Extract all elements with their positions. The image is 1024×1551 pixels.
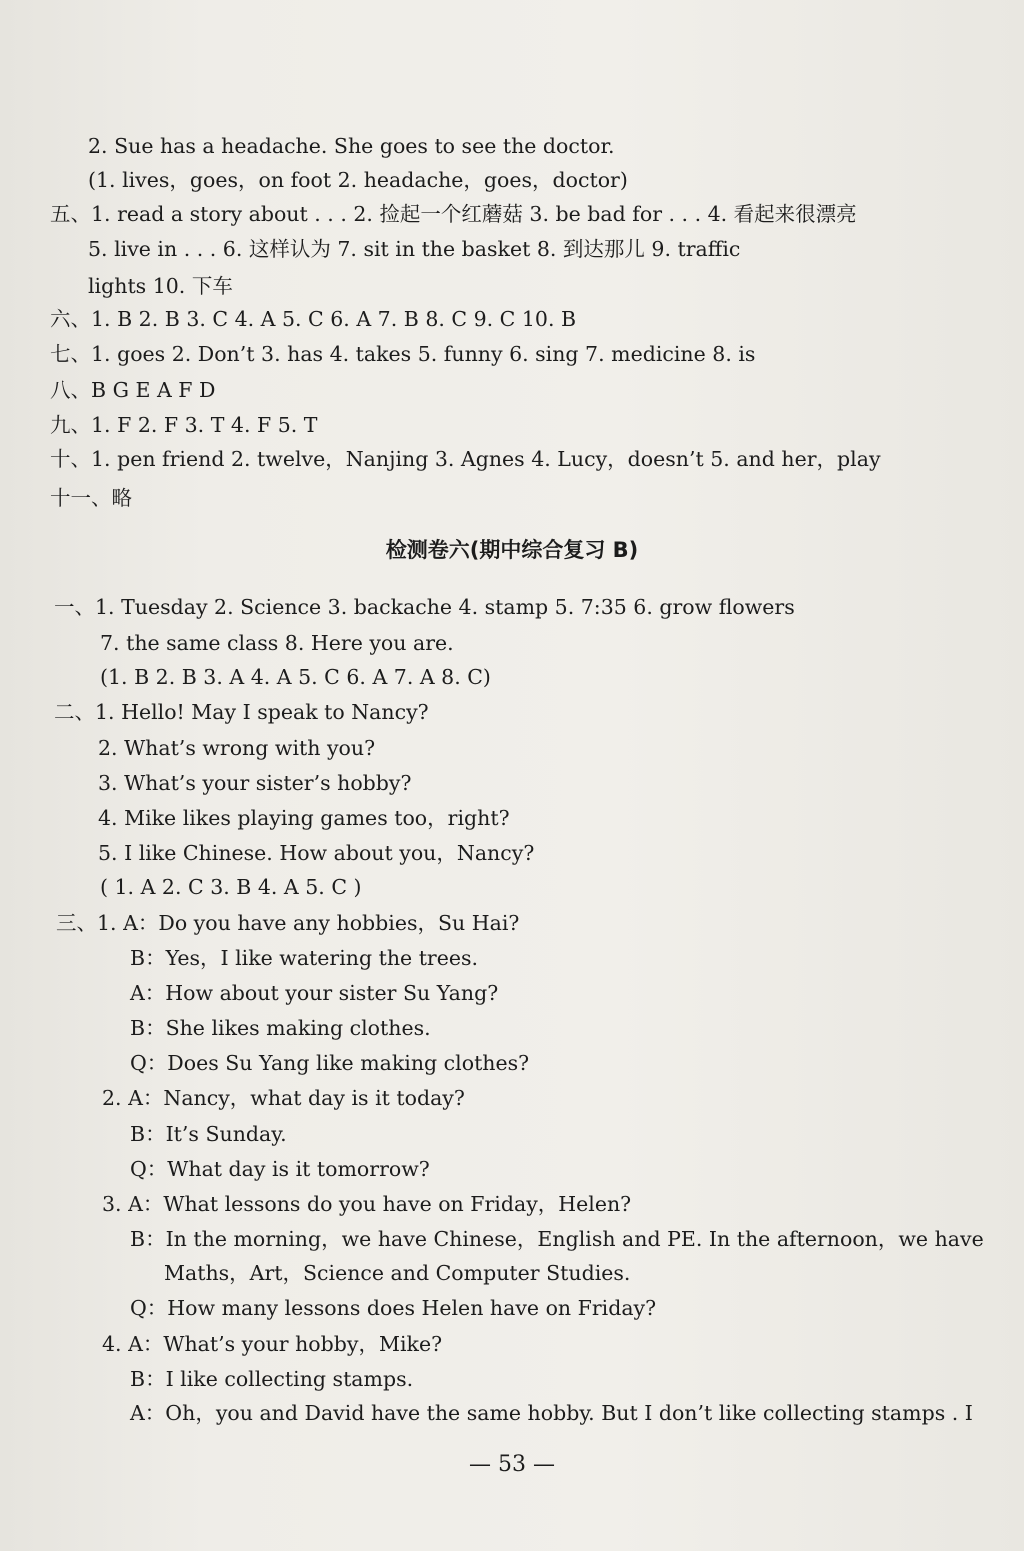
text-line: A：Oh，you and David have the same hobby. But I don’t like collecting stamps . I [130,1401,973,1425]
text-line: ( 1. A 2. C 3. B 4. A 5. C ) [100,875,362,899]
text-line: 4. Mike likes playing games too，right? [98,806,510,830]
text-line: Q：Does Su Yang like making clothes? [130,1051,530,1075]
text-line: Q：What day is it tomorrow? [130,1157,430,1181]
text-line: 九、1. F 2. F 3. T 4. F 5. T [50,413,318,437]
text-line: 十、1. pen friend 2. twelve，Nanjing 3. Agnes 4. Lucy，doesn’t 5. and her，play [50,447,881,471]
text-line: 3. A：What lessons do you have on Friday，Helen? [102,1192,632,1216]
section-title: 检测卷六(期中综合复习 B) [385,538,639,562]
text-line: B：In the morning，we have Chinese，English and PE. In the afternoon，we have [130,1227,984,1251]
text-line: 二、1. Hello! May I speak to Nancy? [54,700,429,724]
text-line: 八、B G E A F D [50,378,216,402]
text-line: 十一、略 [50,486,132,510]
text-line: 5. I like Chinese. How about you，Nancy? [98,841,535,865]
text-line: 7. the same class 8. Here you are. [100,631,454,655]
text-line: (1. lives，goes，on foot 2. headache，goes，doctor) [88,168,628,192]
text-line: A：How about your sister Su Yang? [130,981,499,1005]
text-line: Maths，Art，Science and Computer Studies. [164,1261,631,1285]
text-line: 五、1. read a story about . . . 2. 捡起一个红蘑菇 3. be bad for . . . 4. 看起来很漂亮 [50,202,857,226]
text-line: 2. Sue has a headache. She goes to see the doctor. [88,134,615,158]
text-line: B：I like collecting stamps. [130,1367,414,1391]
text-line: B：She likes making clothes. [130,1016,431,1040]
text-line: (1. B 2. B 3. A 4. A 5. C 6. A 7. A 8. C) [100,665,491,689]
text-line: 2. What’s wrong with you? [98,736,376,760]
text-line: B：It’s Sunday. [130,1122,287,1146]
text-line: 一、1. Tuesday 2. Science 3. backache 4. stamp 5. 7:35 6. grow flowers [54,595,795,619]
text-line: lights 10. 下车 [88,274,233,298]
text-line: 3. What’s your sister’s hobby? [98,771,412,795]
text-line: Q：How many lessons does Helen have on Friday? [130,1296,657,1320]
text-line: 七、1. goes 2. Don’t 3. has 4. takes 5. funny 6. sing 7. medicine 8. is [50,342,756,366]
text-line: 六、1. B 2. B 3. C 4. A 5. C 6. A 7. B 8. C 9. C 10. B [50,307,577,331]
text-line: 5. live in . . . 6. 这样认为 7. sit in the basket 8. 到达那儿 9. traffic [88,237,741,261]
text-line: B：Yes，I like watering the trees. [130,946,479,970]
text-line: 2. A：Nancy，what day is it today? [102,1086,465,1110]
text-line: 三、1. A：Do you have any hobbies，Su Hai? [56,911,520,935]
page-number: — 53 — [469,1452,555,1477]
text-line: 4. A：What’s your hobby，Mike? [102,1332,443,1356]
